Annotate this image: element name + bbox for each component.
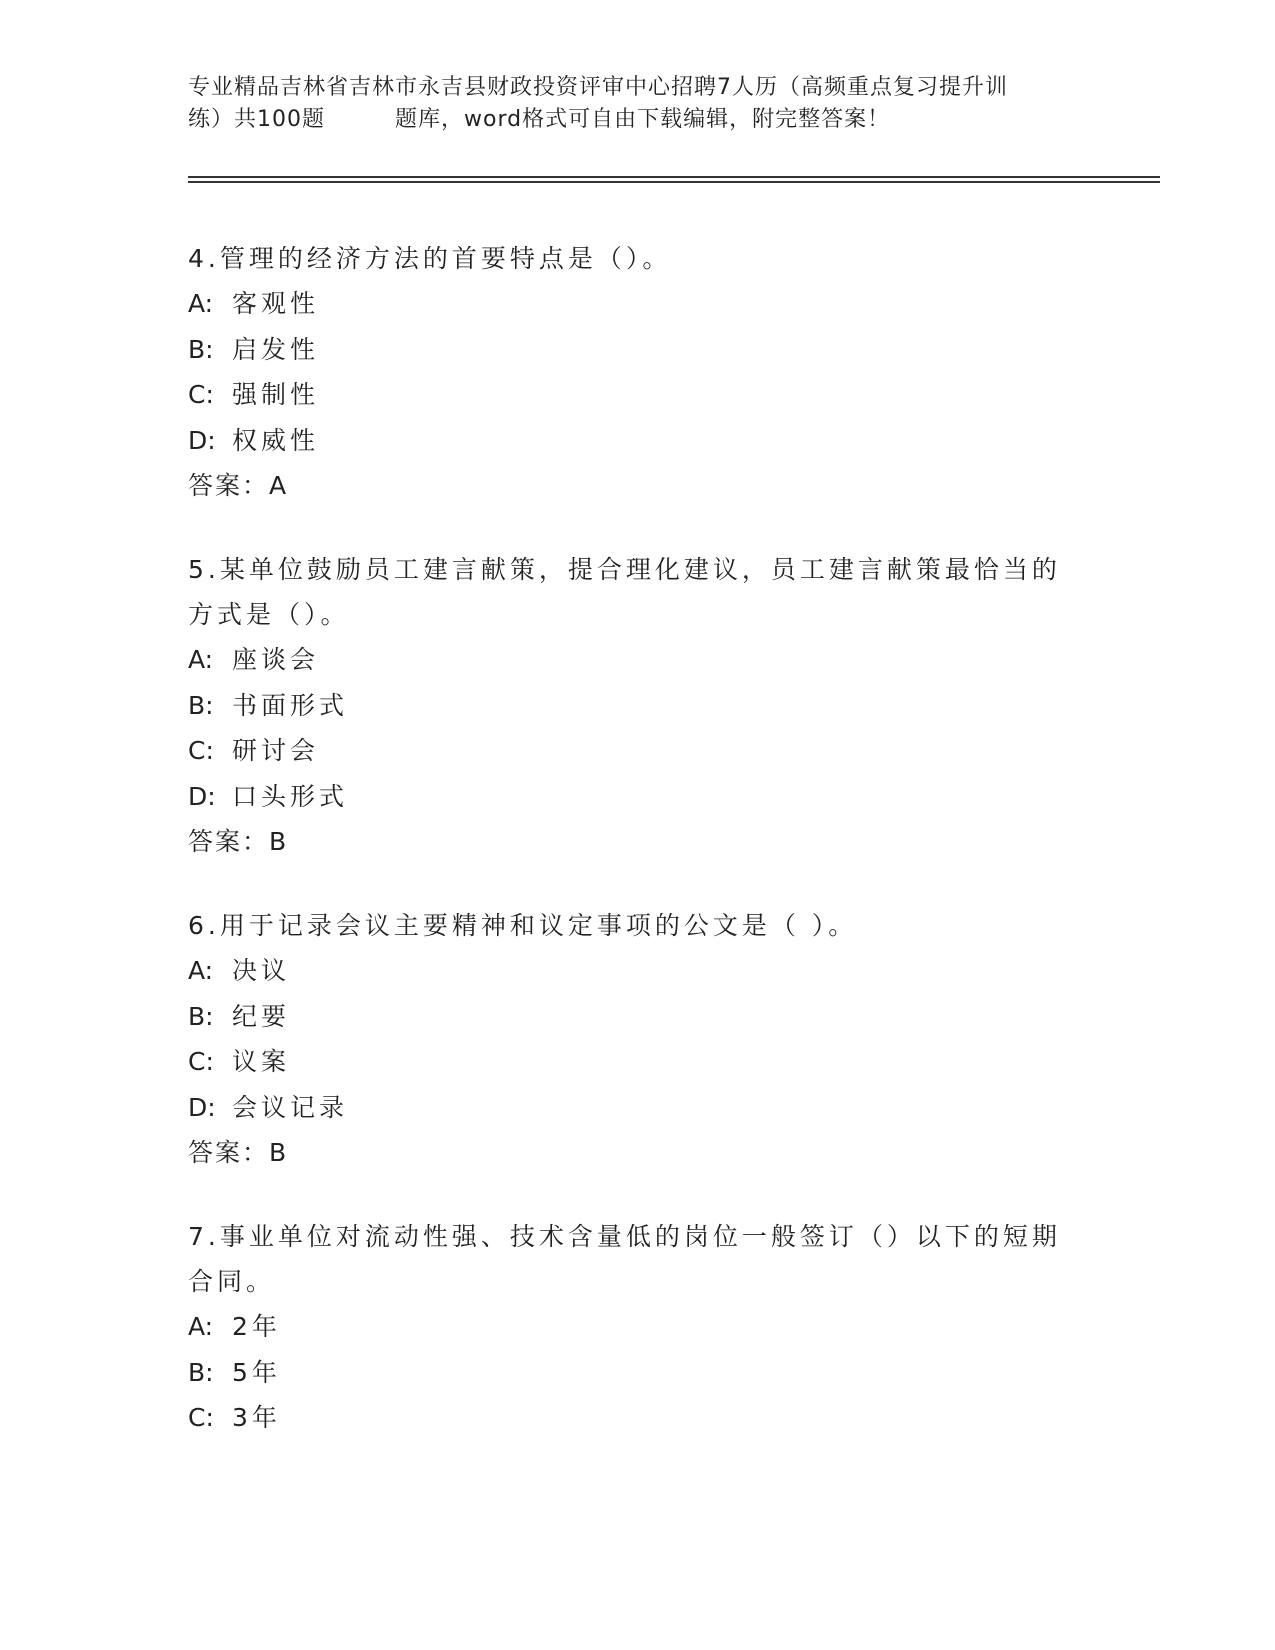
option-letter: C: <box>188 1403 214 1432</box>
option-letter: B: <box>188 334 214 364</box>
option-c <box>188 1395 1088 1441</box>
option-d <box>188 418 1088 464</box>
option-d <box>188 774 1088 820</box>
question-text: 6.用于记录会议主要精神和议定事项的公文是（ ）。 <box>188 911 858 940</box>
option-c <box>188 1039 1088 1085</box>
option-a <box>188 1304 1088 1350</box>
option-b <box>188 683 1088 729</box>
option-b <box>188 994 1088 1040</box>
option-letter: D: <box>188 781 216 811</box>
header-title-line-2a: 练）共100题 <box>188 107 325 132</box>
option-text: 座谈会 <box>232 645 320 674</box>
header-title-line-2b: 题库，word格式可自由下载编辑，附完整答案！ <box>395 107 891 132</box>
option-b <box>188 327 1088 373</box>
option-letter: C: <box>188 1047 214 1076</box>
option-text: 客观性 <box>232 289 320 318</box>
option-letter: B: <box>188 1001 214 1031</box>
question-text: 7.事业单位对流动性强、技术含量低的岗位一般签订（）以下的短期 <box>188 1222 1061 1251</box>
option-letter: B: <box>188 1357 214 1387</box>
header-title-line-2 <box>188 104 1088 136</box>
answer-line: 答案：B <box>188 827 289 856</box>
question-text-continued: 方式是（）。 <box>188 600 350 629</box>
question-list <box>188 236 1088 1479</box>
option-text: 决议 <box>232 956 291 985</box>
option-text: 会议记录 <box>232 1092 349 1122</box>
question-6 <box>188 903 1088 1176</box>
option-letter: A: <box>188 956 214 985</box>
option-d <box>188 1085 1088 1131</box>
option-text: 口头形式 <box>232 781 349 811</box>
option-letter: D: <box>188 1092 216 1122</box>
option-text: 研讨会 <box>232 736 320 765</box>
option-text: 强制性 <box>232 380 320 409</box>
option-letter: C: <box>188 736 214 765</box>
option-text: 权威性 <box>232 425 320 455</box>
option-text: 纪要 <box>232 1001 291 1031</box>
question-text: 5.某单位鼓励员工建言献策，提合理化建议，员工建言献策最恰当的 <box>188 555 1061 584</box>
option-letter: A: <box>188 645 214 674</box>
option-letter: D: <box>188 425 216 455</box>
option-a <box>188 948 1088 994</box>
document-header <box>188 72 1088 136</box>
answer-line: 答案：A <box>188 471 289 500</box>
option-letter: B: <box>188 690 214 720</box>
option-text: 议案 <box>232 1047 291 1076</box>
header-divider-secondary <box>188 181 1160 183</box>
option-text: 2年 <box>232 1312 281 1341</box>
option-letter: A: <box>188 289 214 318</box>
option-letter: A: <box>188 1312 214 1341</box>
option-a <box>188 281 1088 327</box>
option-a <box>188 637 1088 683</box>
option-b <box>188 1350 1088 1396</box>
question-text-continued: 合同。 <box>188 1267 276 1296</box>
question-5 <box>188 547 1088 865</box>
option-letter: C: <box>188 380 214 409</box>
question-7 <box>188 1214 1088 1441</box>
header-title-line-1: 专业精品吉林省吉林市永吉县财政投资评审中心招聘7人历（高频重点复习提升训 <box>188 75 1008 100</box>
option-c <box>188 728 1088 774</box>
answer-line: 答案：B <box>188 1138 289 1167</box>
question-4 <box>188 236 1088 509</box>
option-text: 启发性 <box>232 334 320 364</box>
option-text: 5年 <box>232 1357 281 1387</box>
option-c <box>188 372 1088 418</box>
option-text: 书面形式 <box>232 690 349 720</box>
question-text: 4.管理的经济方法的首要特点是（）。 <box>188 244 672 273</box>
header-divider <box>188 176 1160 178</box>
option-text: 3年 <box>232 1403 281 1432</box>
